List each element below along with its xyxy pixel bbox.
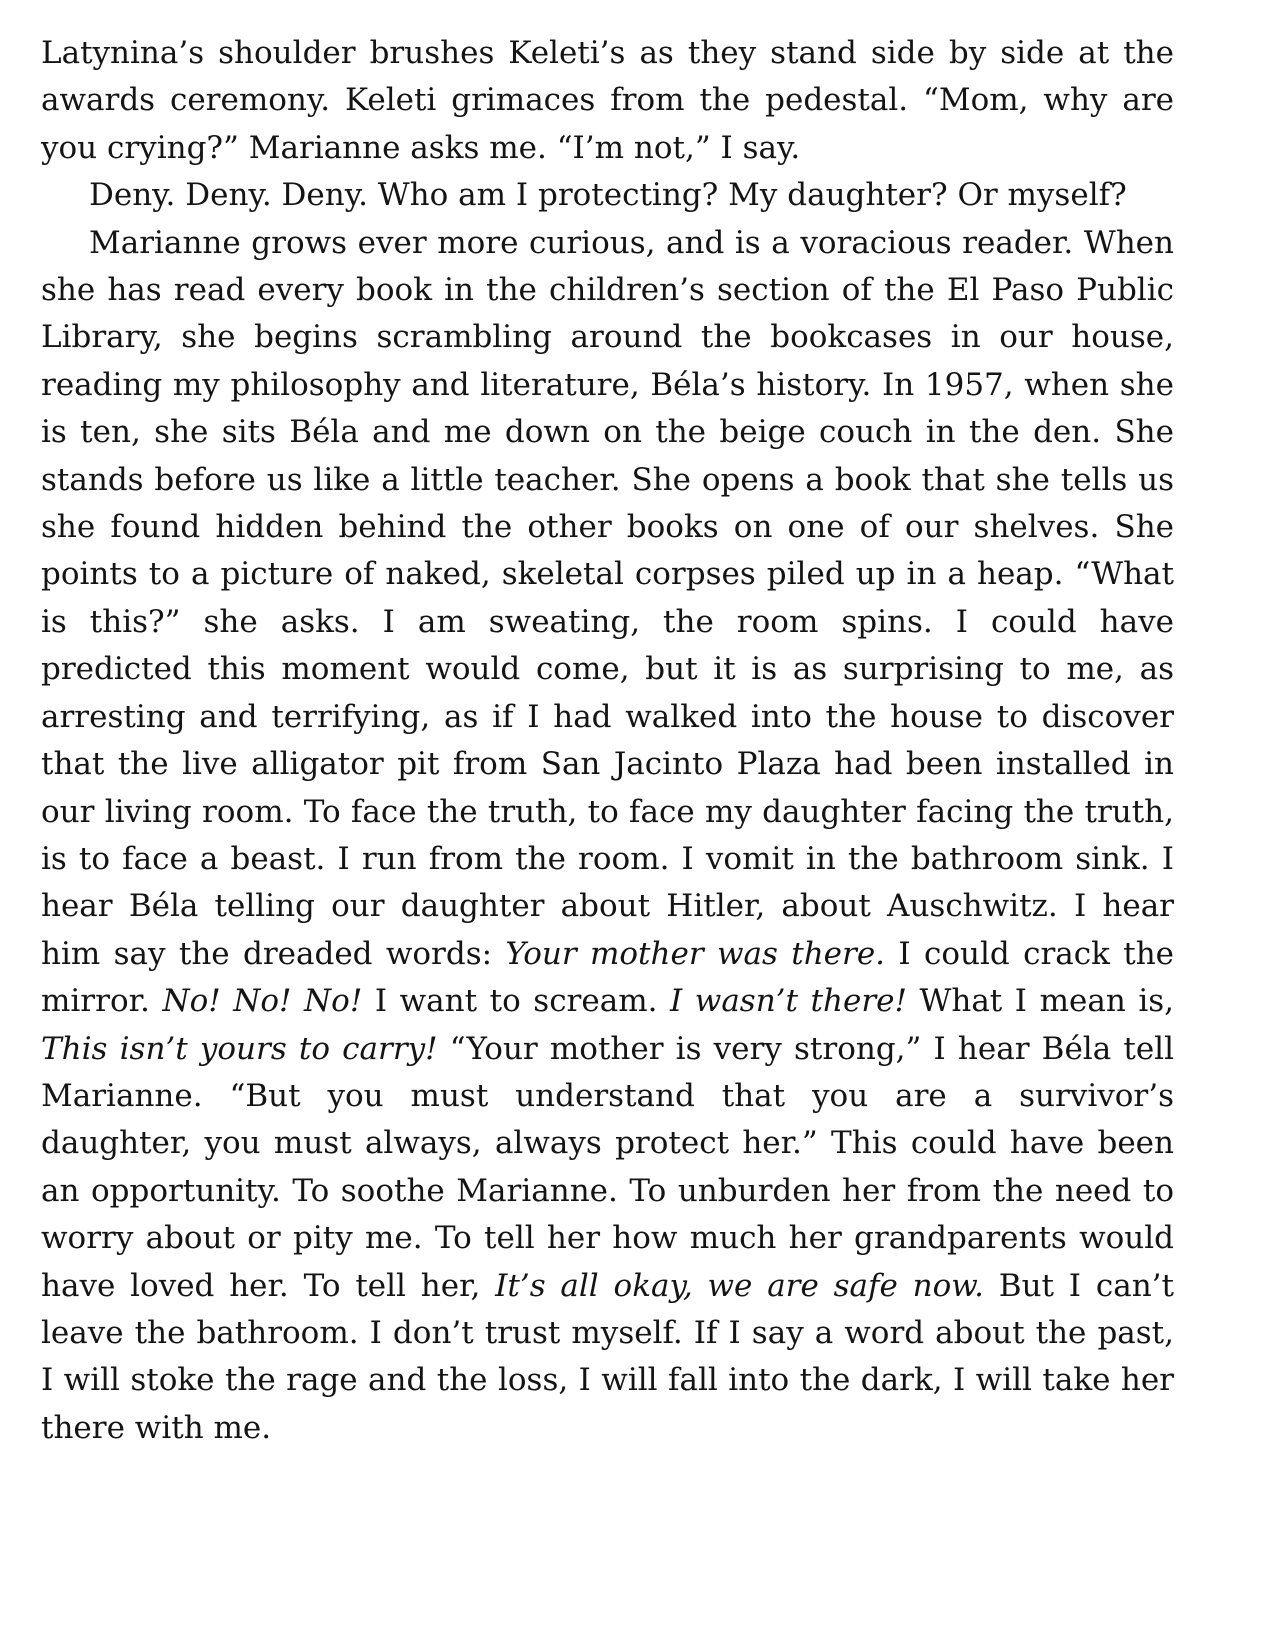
text-run: But I can’t leave the bathroom. I don’t trust myself. If I say a word about the past, I will stoke the rage and the loss, I will fall into the dark, I will take her there with me. [41,1267,1174,1446]
text-run: I want to scream. [362,983,670,1020]
text-run: I could crack the mirror. [41,935,1174,1020]
paragraph-2 [41,172,1174,219]
text-run: Deny. Deny. Deny. Who am I protecting? My daughter? Or myself? [89,177,1127,214]
book-page [41,30,1174,1452]
italic-text-run: This isn’t yours to carry! [41,1030,438,1067]
text-run: Latynina’s shoulder brushes Keleti’s as they stand side by side at the awards ceremony. Keleti grimaces from the pedestal. “Mom, why are you crying?” Marianne asks me. “I’m not,” I say. [41,35,1174,166]
italic-text-run: I wasn’t there! [670,983,907,1020]
text-run: Marianne grows ever more curious, and is a voracious reader. When she has read every book in the children’s section of the El Paso Public Library, she begins scrambling around the bookcases in our house, reading my philosophy and literature, Béla’s history. In 1957, when she is ten, she sits Béla and me down on the beige couch in the den. She stands before us like a little teacher. She opens a book that she tells us she found hidden behind the other books on one of our shelves. She points to a picture of naked, skeletal corpses piled up in a heap. “What is this?” she asks. I am sweating, the room spins. I could have predicted this moment would come, but it is as surprising to me, as arresting and terrifying, as if I had walked into the house to discover that the live alligator pit from San Jacinto Plaza had been installed in our living room. To face the truth, to face my daughter facing the truth, is to face a beast. I run from the room. I vomit in the bathroom sink. I hear Béla telling our daughter about Hitler, about Auschwitz. I hear him say the dreaded words: [41,224,1174,972]
italic-text-run: It’s all okay, we are safe now. [495,1267,984,1304]
italic-text-run: No! No! No! [162,983,363,1020]
text-run: “Your mother is very strong,” I hear Béla tell Marianne. “But you must understand that you are a survivor’s daughter, you must always, always protect her.” This could have been an opportunity. To soothe Marianne. To unburden her from the need to worry about or pity me. To tell her how much her grandparents would have loved her. To tell her, [41,1030,1174,1304]
paragraph-1 [41,30,1174,172]
text-run: What I mean is, [906,983,1175,1020]
paragraph-3 [41,220,1174,1453]
italic-text-run: Your mother was there. [505,935,886,972]
